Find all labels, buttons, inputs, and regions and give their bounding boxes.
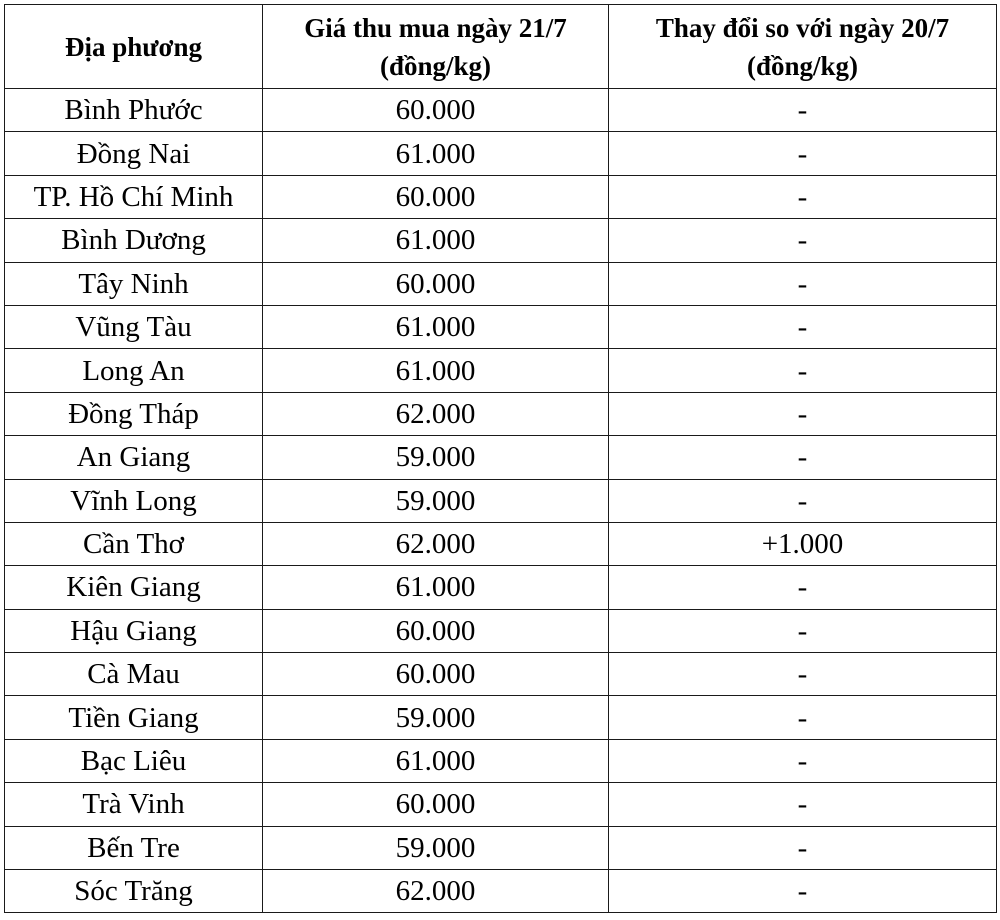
change-cell: - bbox=[609, 219, 997, 262]
region-cell: Đồng Nai bbox=[5, 132, 263, 175]
region-cell: Hậu Giang bbox=[5, 609, 263, 652]
header-region bbox=[5, 5, 263, 89]
table-row bbox=[5, 566, 997, 609]
price-cell: 62.000 bbox=[263, 392, 609, 435]
region-cell: Đồng Tháp bbox=[5, 392, 263, 435]
change-cell: +1.000 bbox=[609, 522, 997, 565]
change-cell: - bbox=[609, 783, 997, 826]
region-cell: Vĩnh Long bbox=[5, 479, 263, 522]
region-cell: Kiên Giang bbox=[5, 566, 263, 609]
price-cell: 60.000 bbox=[263, 653, 609, 696]
table-body bbox=[5, 89, 997, 913]
table-row bbox=[5, 262, 997, 305]
change-cell: - bbox=[609, 826, 997, 869]
table-row bbox=[5, 653, 997, 696]
region-cell: Bình Phước bbox=[5, 89, 263, 132]
change-cell: - bbox=[609, 392, 997, 435]
price-cell: 62.000 bbox=[263, 870, 609, 913]
price-cell: 60.000 bbox=[263, 783, 609, 826]
change-cell: - bbox=[609, 696, 997, 739]
region-cell: Bến Tre bbox=[5, 826, 263, 869]
change-cell: - bbox=[609, 739, 997, 782]
header-price-unit: (đồng/kg) bbox=[379, 50, 492, 81]
region-cell: Cần Thơ bbox=[5, 522, 263, 565]
header-row bbox=[5, 5, 997, 89]
table-row bbox=[5, 783, 997, 826]
change-cell: - bbox=[609, 349, 997, 392]
price-cell: 62.000 bbox=[263, 522, 609, 565]
region-cell: TP. Hồ Chí Minh bbox=[5, 175, 263, 218]
price-table-container bbox=[4, 4, 996, 913]
price-cell: 61.000 bbox=[263, 305, 609, 348]
header-region-label: Địa phương bbox=[65, 31, 202, 62]
region-cell: Bình Dương bbox=[5, 219, 263, 262]
change-cell: - bbox=[609, 262, 997, 305]
region-cell: Trà Vinh bbox=[5, 783, 263, 826]
change-cell: - bbox=[609, 305, 997, 348]
header-price-title: Giá thu mua ngày 21/7 bbox=[304, 12, 567, 43]
table-row bbox=[5, 870, 997, 913]
change-cell: - bbox=[609, 89, 997, 132]
table-header bbox=[5, 5, 997, 89]
header-price bbox=[263, 5, 609, 89]
price-cell: 59.000 bbox=[263, 826, 609, 869]
price-cell: 60.000 bbox=[263, 262, 609, 305]
table-row bbox=[5, 696, 997, 739]
table-row bbox=[5, 175, 997, 218]
header-change-title: Thay đổi so với ngày 20/7 bbox=[655, 12, 950, 43]
change-cell: - bbox=[609, 479, 997, 522]
header-change-unit: (đồng/kg) bbox=[746, 50, 859, 81]
change-cell: - bbox=[609, 566, 997, 609]
table-row bbox=[5, 219, 997, 262]
change-cell: - bbox=[609, 870, 997, 913]
table-row bbox=[5, 89, 997, 132]
price-cell: 61.000 bbox=[263, 349, 609, 392]
price-cell: 59.000 bbox=[263, 696, 609, 739]
table-row bbox=[5, 739, 997, 782]
table-row bbox=[5, 522, 997, 565]
table-row bbox=[5, 826, 997, 869]
table-row bbox=[5, 436, 997, 479]
table-row bbox=[5, 349, 997, 392]
table-row bbox=[5, 609, 997, 652]
price-table bbox=[4, 4, 997, 913]
table-row bbox=[5, 392, 997, 435]
change-cell: - bbox=[609, 175, 997, 218]
region-cell: Long An bbox=[5, 349, 263, 392]
header-change bbox=[609, 5, 997, 89]
price-cell: 61.000 bbox=[263, 132, 609, 175]
table-row bbox=[5, 479, 997, 522]
change-cell: - bbox=[609, 132, 997, 175]
region-cell: Bạc Liêu bbox=[5, 739, 263, 782]
price-cell: 61.000 bbox=[263, 739, 609, 782]
change-cell: - bbox=[609, 653, 997, 696]
change-cell: - bbox=[609, 436, 997, 479]
region-cell: Cà Mau bbox=[5, 653, 263, 696]
price-cell: 60.000 bbox=[263, 89, 609, 132]
region-cell: An Giang bbox=[5, 436, 263, 479]
region-cell: Tây Ninh bbox=[5, 262, 263, 305]
price-cell: 61.000 bbox=[263, 566, 609, 609]
change-cell: - bbox=[609, 609, 997, 652]
region-cell: Sóc Trăng bbox=[5, 870, 263, 913]
price-cell: 59.000 bbox=[263, 436, 609, 479]
table-row bbox=[5, 305, 997, 348]
price-cell: 60.000 bbox=[263, 609, 609, 652]
price-cell: 60.000 bbox=[263, 175, 609, 218]
region-cell: Vũng Tàu bbox=[5, 305, 263, 348]
price-cell: 61.000 bbox=[263, 219, 609, 262]
region-cell: Tiền Giang bbox=[5, 696, 263, 739]
price-cell: 59.000 bbox=[263, 479, 609, 522]
table-row bbox=[5, 132, 997, 175]
